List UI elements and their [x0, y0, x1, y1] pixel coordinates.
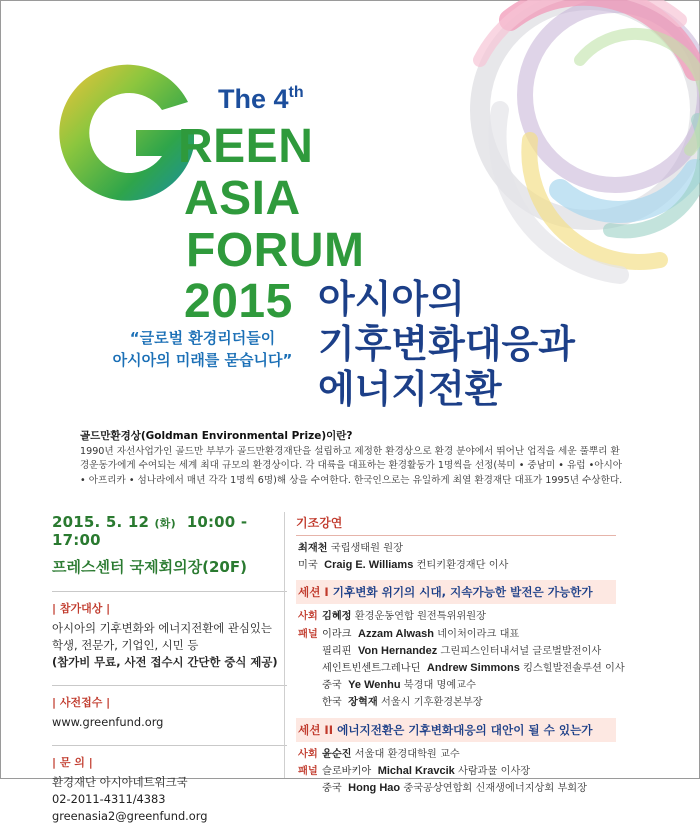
goldman-body: 1990년 자선사업가인 골드만 부부가 골드만환경재단을 설립하고 제정한 환경상으로 환경 분야에서 뛰어난 업적을 세운 풀뿌리 환경운동가에게 수여되는 세계 최대 규모의 환경상이다. 각 대륙을 대표하는 환경활동가 1명씩을 선정(북미 • 중남미 • 유럽 •아시아 • 아프리카 • 섬나라에서 매년 각각 1명씩 6명)해 상을 수여한다. 한국인으로는 유일하게 최열 환경재단 대표가 1995년 수상한다. — [80, 446, 623, 486]
event-info-column — [52, 513, 287, 825]
session2-chair: 사회 윤순진 서울대 환경대학원 교수 — [298, 748, 460, 760]
divider — [52, 591, 287, 592]
keynote-speaker: 최재천 국립생태원 원장 — [298, 543, 403, 554]
goldman-prize-info — [80, 429, 625, 488]
participants-heading: | 참가대상 | — [52, 602, 111, 615]
title-year: 2015 — [184, 275, 293, 328]
contact-email[interactable]: greenasia2@greenfund.org — [52, 809, 208, 823]
contact-phone: 02-2011-4311/4383 — [52, 792, 166, 806]
goldman-heading: 골드만환경상(Goldman Environmental Prize)이란? — [80, 430, 353, 442]
divider — [52, 685, 287, 686]
session1-panelist: 패널 이라크 Azzam Alwash 네이처이라크 대표 — [298, 627, 520, 640]
divider — [52, 745, 287, 746]
contact-heading: | 문 의 | — [52, 756, 93, 769]
session1-panelist: 한국 장혁재 서울시 기후환경본부장 — [322, 697, 483, 709]
keynote-heading: 기조강연 — [296, 512, 616, 536]
korean-title: 아시아의 기후변화대응과 에너지전환 — [318, 277, 575, 411]
session1-heading: 세션 I 기후변화 위기의 시대, 지속가능한 발전은 가능한가 — [296, 580, 616, 604]
session2-heading: 세션 II 에너지전환은 기후변화대응의 대안이 될 수 있는가 — [296, 718, 616, 742]
session1-chair: 사회 김혜정 환경운동연합 원전특위위원장 — [298, 611, 486, 623]
session1-panelist: 필리핀 Von Hernandez 그린피스인터내셔널 글로벌발전이사 — [322, 644, 602, 657]
tagline-quote: “글로벌 환경리더들이 아시아의 미래를 묻습니다” — [112, 329, 293, 369]
session2-panelist: 중국 Hong Hao 중국공상연합회 신재생에너지상회 부회장 — [322, 782, 587, 795]
registration-url[interactable]: www.greenfund.org — [52, 715, 164, 729]
event-venue: 프레스센터 국제회의장(20F) — [52, 558, 247, 576]
participants-line: 아시아의 기후변화와 에너지전환에 관심있는 — [52, 621, 272, 635]
session1-panelist: 세인트빈센트그레나딘 Andrew Simmons 킹스힐발전솔루션 이사 — [322, 662, 625, 675]
session2-panelist: 패널 슬로바키아 Michal Kravcik 사람과물 이사장 — [298, 764, 531, 777]
contact-org: 환경재단 아시아네트워크국 — [52, 775, 188, 789]
decorative-rings-graphic — [420, 0, 700, 300]
title-asia: ASIA — [184, 172, 301, 225]
registration-heading: | 사전접수 | — [52, 696, 111, 709]
keynote-speaker: 미국 Craig E. Williams 컨티키환경재단 이사 — [298, 559, 509, 572]
session1-panelist: 중국 Ye Wenhu 북경대 명예교수 — [322, 679, 476, 692]
edition-label: The 4th — [218, 84, 304, 114]
event-date: 2015. 5. 12 (화) 10:00 - 17:00 — [52, 513, 248, 549]
title-forum: FORUM — [186, 224, 365, 277]
participants-line: 학생, 전문가, 기업인, 시민 등 — [52, 638, 199, 652]
column-divider — [284, 512, 285, 778]
program-column — [296, 512, 625, 797]
participants-note: (참가비 무료, 사전 접수시 간단한 중식 제공) — [52, 655, 278, 669]
title-green: REEN — [178, 120, 314, 173]
